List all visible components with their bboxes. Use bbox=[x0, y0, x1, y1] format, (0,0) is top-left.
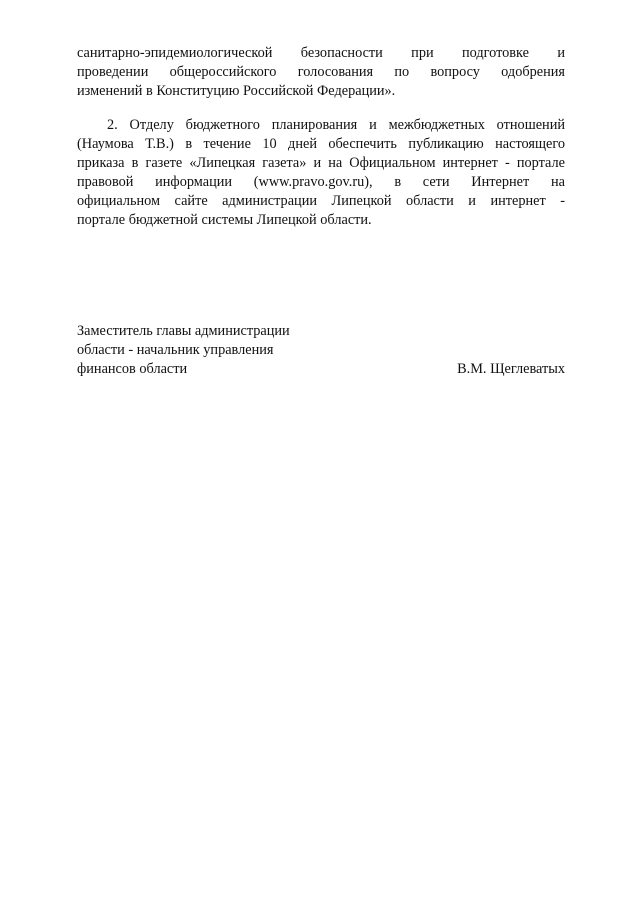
signer-position-line: области - начальник управления bbox=[77, 342, 274, 358]
paragraph-line: портале бюджетной системы Липецкой области. bbox=[77, 212, 372, 228]
paragraph-line: приказа в газете «Липецкая газета» и на Официальном интернет - портале bbox=[77, 155, 565, 171]
paragraph-line: 2. Отделу бюджетного планирования и межбюджетных отношений bbox=[107, 117, 565, 133]
paragraph-line: правовой информации (www.pravo.gov.ru), в сети Интернет на bbox=[77, 174, 565, 190]
paragraph-line: (Наумова Т.В.) в течение 10 дней обеспечить публикацию настоящего bbox=[77, 136, 565, 152]
signer-position-line: Заместитель главы администрации bbox=[77, 323, 290, 339]
paragraph-line: официальном сайте администрации Липецкой области и интернет - bbox=[77, 193, 565, 209]
signature-block bbox=[77, 322, 565, 379]
signer-position-line: финансов области bbox=[77, 361, 188, 377]
paragraph-continuation bbox=[77, 44, 565, 101]
paragraph-item-2 bbox=[77, 116, 565, 230]
paragraph-line: проведении общероссийского голосования по вопросу одобрения bbox=[77, 64, 565, 80]
paragraph-line: санитарно-эпидемиологической безопасности при подготовке и bbox=[77, 45, 565, 61]
signer-name: В.М. Щеглеватых bbox=[457, 361, 565, 377]
paragraph-line: изменений в Конституцию Российской Федерации». bbox=[77, 83, 396, 99]
